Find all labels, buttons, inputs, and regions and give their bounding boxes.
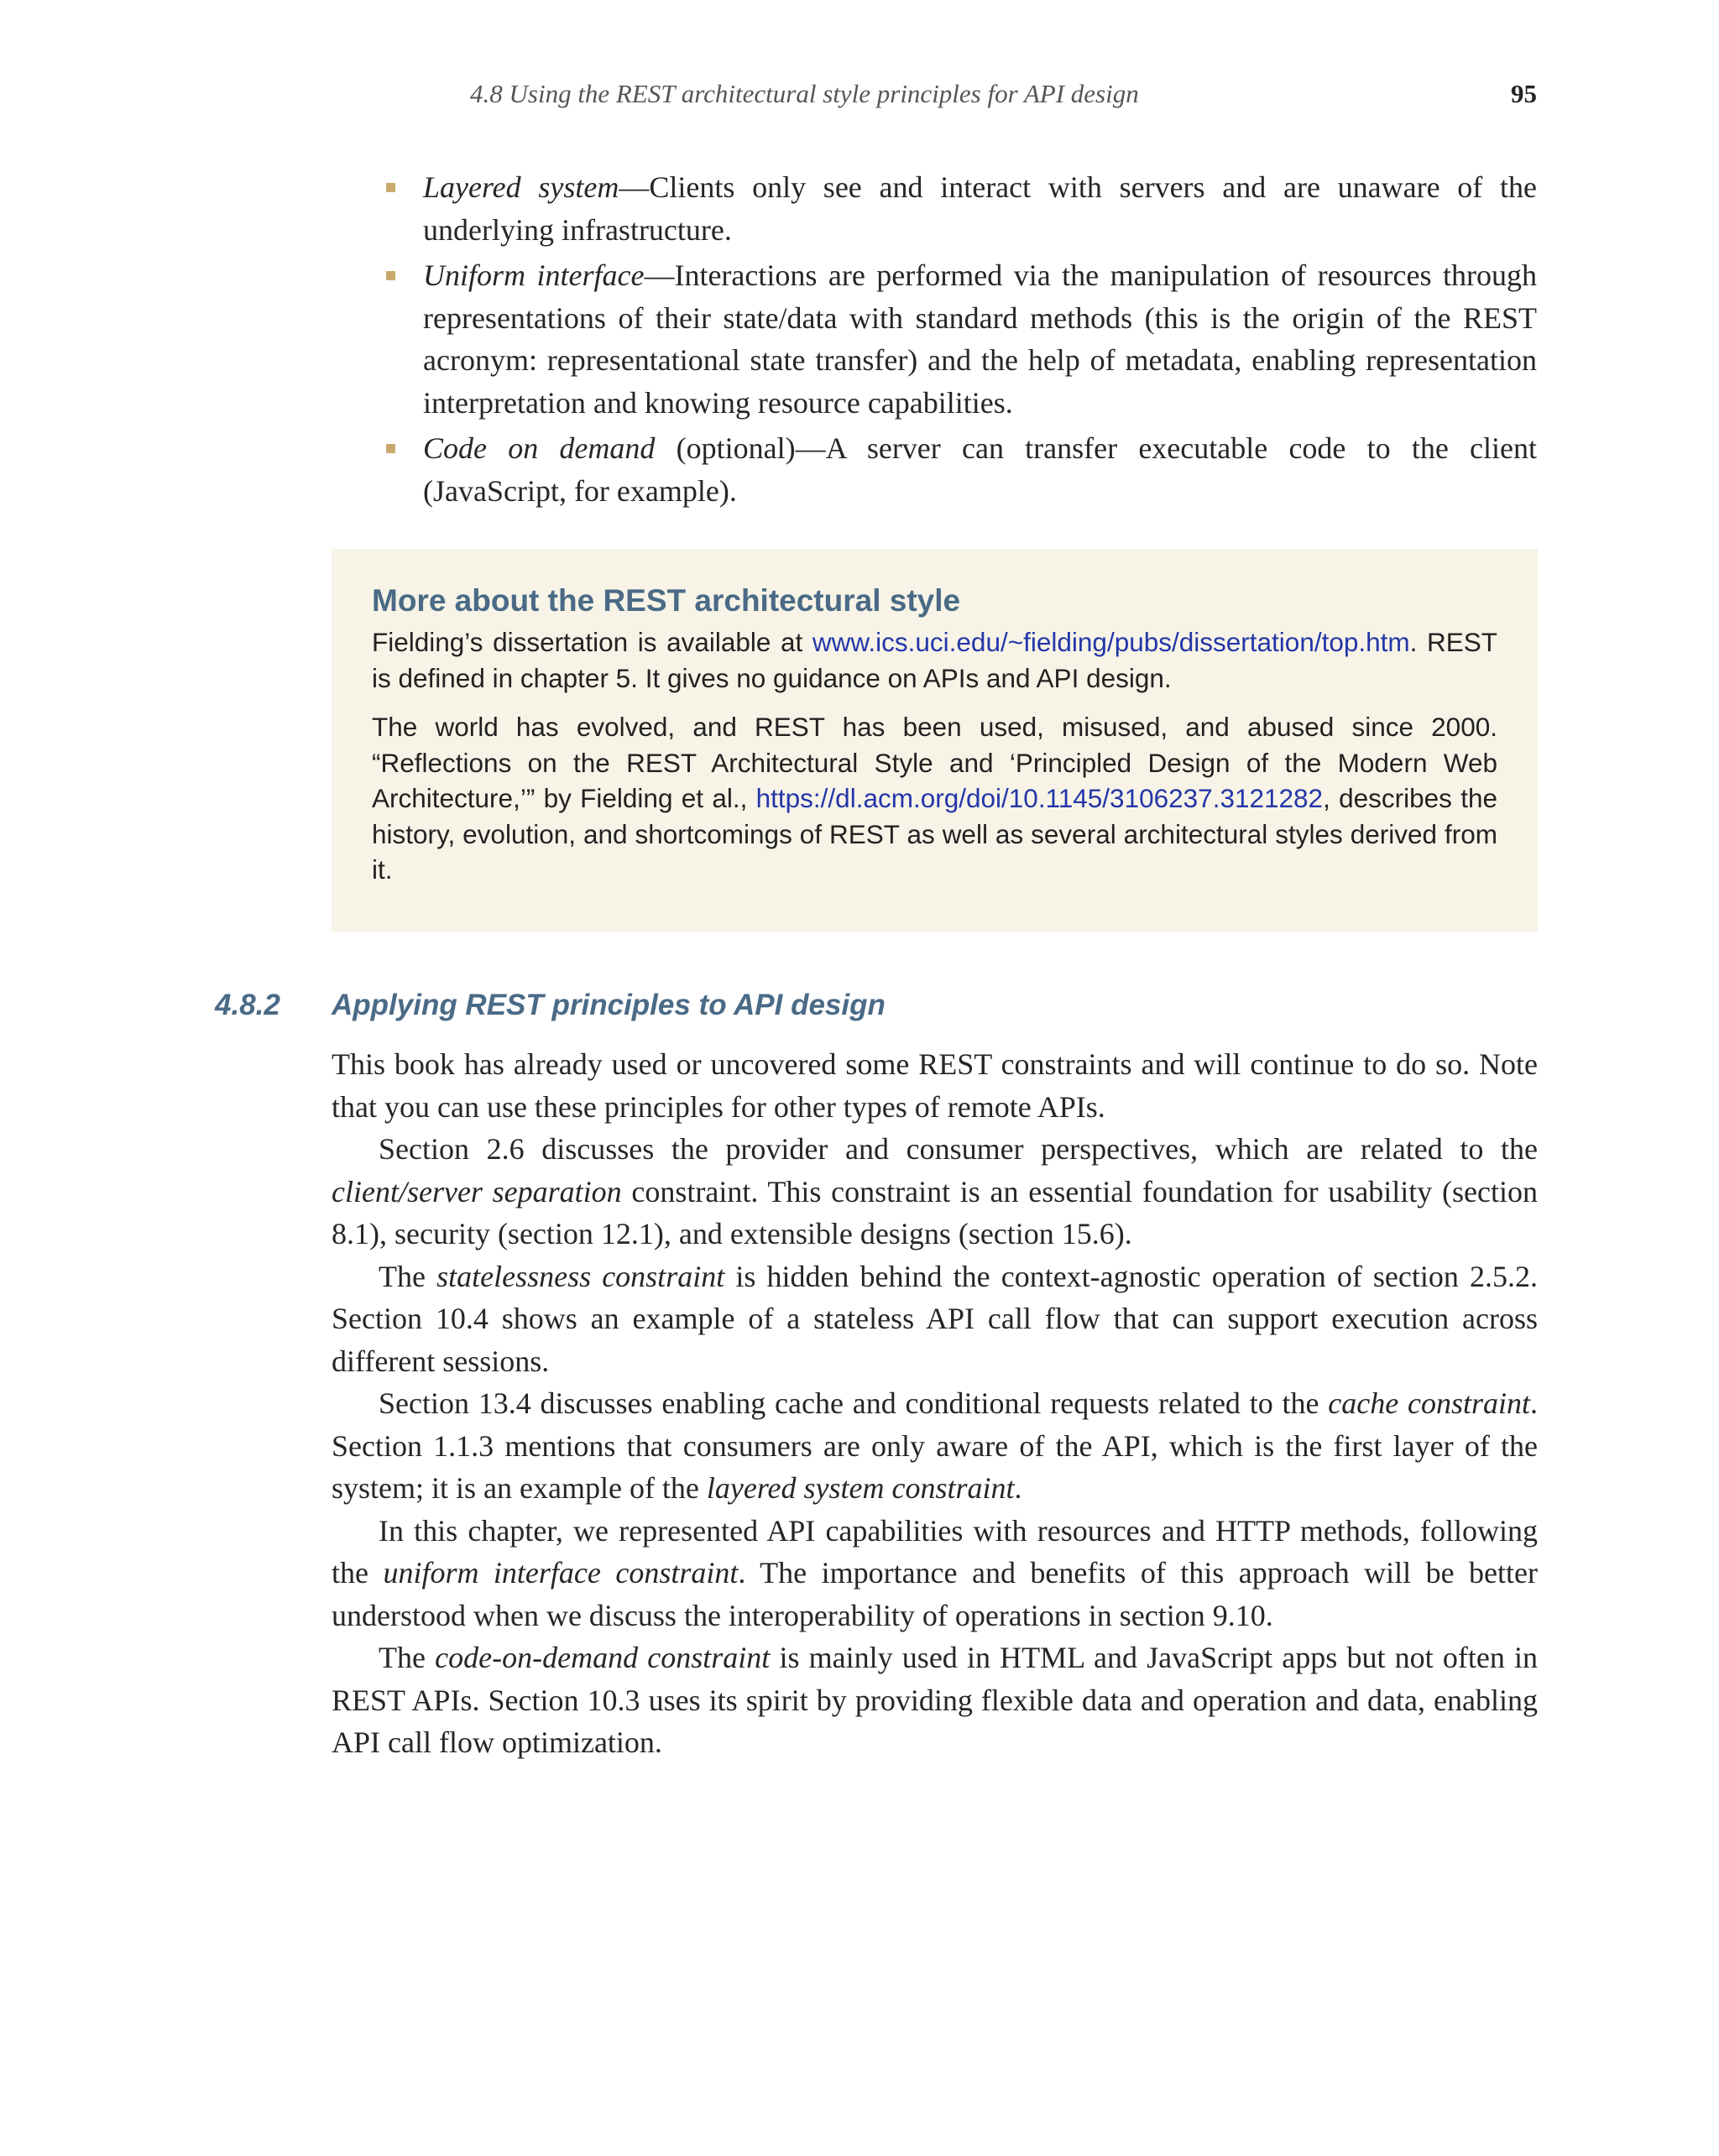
body-paragraph — [332, 1382, 1538, 1510]
body-text-run: . — [1014, 1471, 1022, 1505]
body-text-run: Section 13.4 discusses enabling cache and conditional requests related to the — [379, 1386, 1329, 1420]
emphasis: uniform interface constraint — [383, 1556, 739, 1590]
body-text-run: In this chapter, we represented API capabilities with resources and HTTP methods, following the — [332, 1513, 1538, 1590]
sidebar-text: Fielding’s dissertation is available at — [372, 627, 812, 657]
bullet-list — [384, 166, 1537, 515]
bullet-text: —Interactions are performed via the manipulation of resources through representations of their state/data with standard methods (this is the origin of the REST acronym: representational state transfer) and the help of metadata, enabling representation interpretation and knowing resource capabilities. — [423, 258, 1537, 420]
body-paragraph — [332, 1255, 1538, 1383]
sidebar-paragraph — [372, 624, 1497, 696]
list-item — [384, 254, 1537, 424]
sidebar-title: More about the REST architectural style — [372, 583, 961, 618]
body-paragraph — [332, 1510, 1538, 1637]
body-text-run: . Section 1.1.3 mentions that consumers are only aware of the API, which is the first layer of the system; it is an example of the — [332, 1386, 1538, 1505]
bullet-text: —Clients only see and interact with servers and are unaware of the underlying infrastructure. — [423, 170, 1538, 247]
running-head: 4.8 Using the REST architectural style principles for API design — [470, 79, 1139, 108]
acm-doi-link[interactable]: https://dl.acm.org/doi/10.1145/3106237.3121282 — [755, 783, 1324, 813]
body-text-run: The — [379, 1259, 437, 1293]
list-item — [384, 166, 1537, 251]
emphasis: layered system constraint — [706, 1471, 1015, 1505]
bullet-term: Code on demand — [423, 431, 656, 465]
dissertation-link[interactable]: www.ics.uci.edu/~fielding/pubs/dissertation/top.htm — [812, 627, 1410, 657]
list-item — [384, 427, 1537, 512]
body-paragraph — [332, 1637, 1538, 1764]
section-number: 4.8.2 — [215, 989, 280, 1021]
body-text-run: is hidden behind the context-agnostic operation of section 2.5.2. Section 10.4 shows an example of a stateless API call flow that can support execution across different sessions. — [332, 1259, 1539, 1378]
emphasis: client/server separation — [332, 1174, 622, 1209]
body-text-run: is mainly used in HTML and JavaScript apps but not often in REST APIs. Section 10.3 uses its spirit by providing flexible data and operation and data, enabling API call flow optimization. — [332, 1641, 1539, 1759]
page-number: 95 — [1511, 79, 1537, 108]
bullet-text: (optional)—A server can transfer executable code to the client (JavaScript, for example). — [423, 431, 1538, 508]
sidebar-text: The world has evolved, and REST has been used, misused, and abused since 2000. “Reflections on the REST Architectural Style and ‘Principled Design of the Modern Web Architecture,’” by Fielding et al., — [372, 712, 1497, 813]
emphasis: cache constraint — [1328, 1386, 1530, 1420]
square-bullet-icon — [386, 271, 395, 280]
section-title: Applying REST principles to API design — [332, 989, 886, 1021]
emphasis: code-on-demand constraint — [435, 1641, 771, 1674]
body-text-run: constraint. This constraint is an essential foundation for usability (section 8.1), security (section 12.1), and extensible designs (section 15.6). — [332, 1174, 1538, 1250]
sidebar-paragraph — [372, 709, 1497, 888]
emphasis: statelessness constraint — [436, 1259, 725, 1293]
body-paragraph: This book has already used or uncovered some REST constraints and will continue to do so. Note that you can use these principles for other types of remote APIs. — [332, 1047, 1538, 1124]
bullet-term: Layered system — [423, 170, 619, 204]
body-text-run: Section 2.6 discusses the provider and consumer perspectives, which are related to the — [379, 1132, 1538, 1166]
bullet-term: Uniform interface — [423, 258, 645, 292]
square-bullet-icon — [386, 444, 395, 453]
body-text — [332, 1043, 1538, 1764]
square-bullet-icon — [386, 183, 395, 192]
sidebar-text: . REST is defined in chapter 5. It gives no guidance on APIs and API design. — [372, 627, 1497, 693]
body-text-run: . The importance and benefits of this approach will be better understood when we discuss the interoperability of operations in section 9.10. — [332, 1556, 1539, 1632]
sidebar-text: , describes the history, evolution, and shortcomings of REST as well as several architectural styles derived from it. — [372, 783, 1498, 885]
sidebar-box — [332, 549, 1538, 932]
body-text-run: The — [379, 1641, 436, 1674]
body-paragraph — [332, 1128, 1538, 1255]
